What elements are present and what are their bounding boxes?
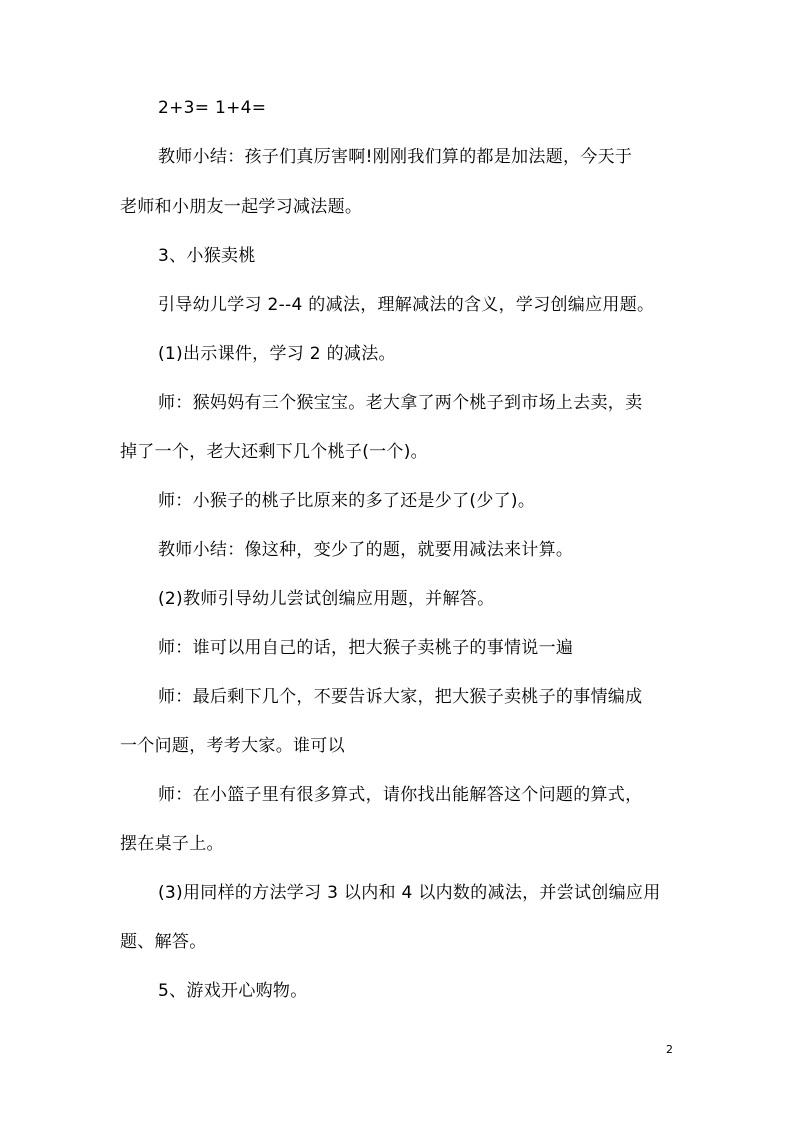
text-line: (2)教师引导幼儿尝试创编应用题，并解答。 <box>158 589 495 609</box>
page-number: 2 <box>666 1043 673 1056</box>
text-line: 师：最后剩下几个，不要告诉大家，把大猴子卖桃子的事情编成 <box>158 687 643 707</box>
text-line: (1)出示课件，学习 2 的减法。 <box>158 344 396 364</box>
text-line: 题、解答。 <box>120 932 207 952</box>
text-line: 掉了一个，老大还剩下几个桃子(一个)。 <box>120 442 428 462</box>
text-line: 老师和小朋友一起学习减法题。 <box>120 197 363 217</box>
text-line: 摆在桌子上。 <box>120 834 224 854</box>
text-line-teacher-summary: 教师小结：孩子们真厉害啊!刚刚我们算的都是加法题，今天于 <box>158 147 633 167</box>
text-line: 师：谁可以用自己的话，把大猴子卖桃子的事情说一遍 <box>158 638 574 658</box>
text-line: 教师小结：像这种，变少了的题，就要用减法来计算。 <box>158 540 574 560</box>
text-line: 引导幼儿学习 2--4 的减法，理解减法的含义，学习创编应用题。 <box>158 295 655 315</box>
text-line-equation: 2+3= 1+4= <box>158 98 267 118</box>
section-heading: 3、小猴卖桃 <box>158 246 256 266</box>
text-line: 一个问题，考考大家。谁可以 <box>120 736 345 756</box>
text-line: 师：猴妈妈有三个猴宝宝。老大拿了两个桃子到市场上去卖，卖 <box>158 393 643 413</box>
section-heading: 5、游戏开心购物。 <box>158 981 308 1001</box>
text-line: 师：小猴子的桃子比原来的多了还是少了(少了)。 <box>158 491 536 511</box>
text-line: 师：在小篮子里有很多算式，请你找出能解答这个问题的算式， <box>158 785 643 805</box>
text-line: (3)用同样的方法学习 3 以内和 4 以内数的减法，并尝试创编应用 <box>158 883 661 903</box>
